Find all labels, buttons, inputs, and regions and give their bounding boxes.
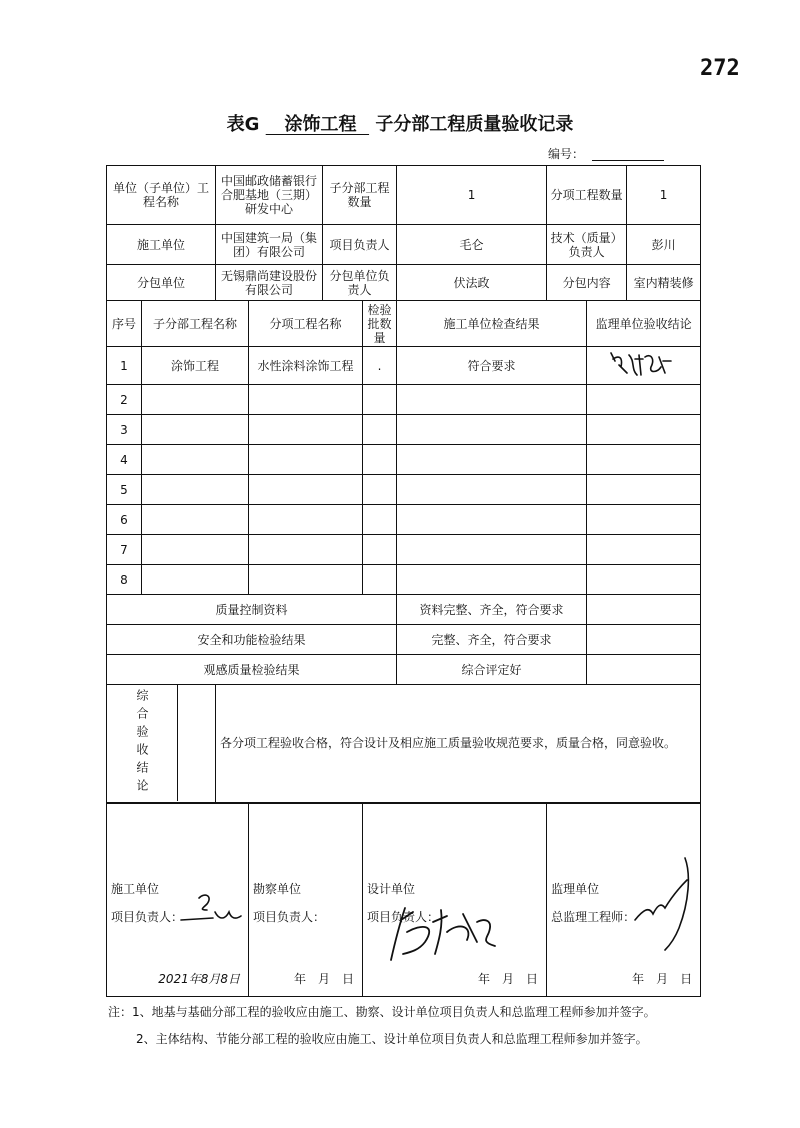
row-result: 符合要求 xyxy=(397,347,587,385)
sub-count-label: 子分部工程数量 xyxy=(323,166,397,225)
summary-conclusion xyxy=(587,625,701,655)
table-row xyxy=(107,385,701,415)
row-batch-count xyxy=(363,445,397,475)
row-seq: 2 xyxy=(107,385,142,415)
title-suffix: 子分部工程质量验收记录 xyxy=(375,114,574,135)
signature-construction xyxy=(107,803,249,997)
item-count-label: 分项工程数量 xyxy=(547,166,627,225)
row-item-name xyxy=(249,505,363,535)
row-batch-count xyxy=(363,535,397,565)
acceptance-table xyxy=(106,165,701,997)
number-field[interactable] xyxy=(592,160,664,161)
signature-date: 年 月 日 xyxy=(478,972,539,986)
signature-date: 年 月 日 xyxy=(632,972,693,986)
signature-unit: 施工单位 xyxy=(111,881,160,896)
conclusion-label: 综合验收结论 xyxy=(135,689,149,798)
row-sub-name: 涂饰工程 xyxy=(142,347,249,385)
signature-role: 项目负责人： xyxy=(367,909,440,924)
sub-resp-value: 伏法政 xyxy=(397,265,547,301)
row-batch-count xyxy=(363,565,397,595)
row-batch-count xyxy=(363,505,397,535)
row-result xyxy=(397,475,587,505)
signature-design xyxy=(363,803,547,997)
tech-label: 技术（质量）负责人 xyxy=(547,225,627,265)
row-conclusion-signature xyxy=(587,347,701,385)
handwritten-signature xyxy=(173,890,247,930)
conclusion-label-cell xyxy=(107,685,216,803)
row-sub-name xyxy=(142,475,249,505)
number-label: 编号： xyxy=(548,147,585,161)
row-sub-name xyxy=(142,445,249,475)
row-seq: 4 xyxy=(107,445,142,475)
handwritten-signature xyxy=(381,902,509,966)
pm-value: 毛仑 xyxy=(397,225,547,265)
construction-value: 中国建筑一局（集团）有限公司 xyxy=(216,225,323,265)
row-batch-count xyxy=(363,385,397,415)
table-row xyxy=(107,475,701,505)
summary-value: 综合评定好 xyxy=(397,655,587,685)
row-item-name xyxy=(249,385,363,415)
construction-label: 施工单位 xyxy=(107,225,216,265)
signature-supervision xyxy=(547,803,701,997)
summary-value: 完整、齐全，符合要求 xyxy=(397,625,587,655)
table-row xyxy=(107,415,701,445)
summary-row xyxy=(107,655,701,685)
col-sub-name: 子分部工程名称 xyxy=(142,301,249,347)
row-result xyxy=(397,415,587,445)
col-supervisor-conclusion: 监理单位验收结论 xyxy=(587,301,701,347)
row-sub-name xyxy=(142,565,249,595)
row-sub-name xyxy=(142,415,249,445)
row-seq: 5 xyxy=(107,475,142,505)
signature-date: 2021年8月8日 xyxy=(158,972,241,986)
table-row xyxy=(107,535,701,565)
table-row xyxy=(107,565,701,595)
conclusion-text: 各分项工程验收合格，符合设计及相应施工质量验收规范要求，质量合格，同意验收。 xyxy=(216,685,701,803)
signature-unit: 设计单位 xyxy=(367,881,416,896)
row-result xyxy=(397,445,587,475)
row-seq: 3 xyxy=(107,415,142,445)
summary-row xyxy=(107,595,701,625)
signature-role: 项目负责人： xyxy=(253,909,326,924)
col-batch-count: 检验批数量 xyxy=(363,301,397,347)
form-title xyxy=(0,110,800,136)
signature-survey xyxy=(249,803,363,997)
row-seq: 8 xyxy=(107,565,142,595)
subcontract-label: 分包单位 xyxy=(107,265,216,301)
handwritten-signature xyxy=(631,844,699,956)
summary-value: 资料完整、齐全，符合要求 xyxy=(397,595,587,625)
page-number: 272 xyxy=(700,56,740,81)
sub-content-label: 分包内容 xyxy=(547,265,627,301)
row-conclusion xyxy=(587,385,701,415)
row-batch-count xyxy=(363,475,397,505)
item-count-value: 1 xyxy=(627,166,701,225)
pm-label: 项目负责人 xyxy=(323,225,397,265)
row-item-name xyxy=(249,445,363,475)
signature-role: 项目负责人： xyxy=(111,909,184,924)
signature-date: 年 月 日 xyxy=(294,972,355,986)
row-result xyxy=(397,505,587,535)
row-result xyxy=(397,565,587,595)
title-prefix: 表G xyxy=(226,114,260,135)
col-seq: 序号 xyxy=(107,301,142,347)
sub-content-value: 室内精装修 xyxy=(627,265,701,301)
conclusion-row xyxy=(107,685,701,803)
row-seq: 1 xyxy=(107,347,142,385)
col-item-name: 分项工程名称 xyxy=(249,301,363,347)
row-batch-count: . xyxy=(363,347,397,385)
table-row xyxy=(107,505,701,535)
tech-value: 彭川 xyxy=(627,225,701,265)
row-seq: 7 xyxy=(107,535,142,565)
row-item-name xyxy=(249,415,363,445)
summary-conclusion xyxy=(587,655,701,685)
signature-unit: 监理单位 xyxy=(551,881,600,896)
row-batch-count xyxy=(363,415,397,445)
row-conclusion xyxy=(587,415,701,445)
table-row xyxy=(107,347,701,385)
row-item-name: 水性涂料涂饰工程 xyxy=(249,347,363,385)
signature-row xyxy=(107,803,701,997)
row-sub-name xyxy=(142,385,249,415)
unit-value: 中国邮政储蓄银行合肥基地（三期）研发中心 xyxy=(216,166,323,225)
col-contractor-check: 施工单位检查结果 xyxy=(397,301,587,347)
summary-label: 观感质量检验结果 xyxy=(107,655,397,685)
note-1: 注：1、地基与基础分部工程的验收应由施工、勘察、设计单位项目负责人和总监理工程师参加并签字。 xyxy=(108,1005,656,1019)
row-conclusion xyxy=(587,505,701,535)
summary-label: 安全和功能检验结果 xyxy=(107,625,397,655)
signature-mark xyxy=(599,347,689,381)
row-conclusion xyxy=(587,565,701,595)
sub-count-value: 1 xyxy=(397,166,547,225)
row-conclusion xyxy=(587,535,701,565)
row-conclusion xyxy=(587,475,701,505)
row-result xyxy=(397,385,587,415)
note-2: 2、主体结构、节能分部工程的验收应由施工、设计单位项目负责人和总监理工程师参加并签字。 xyxy=(136,1032,648,1046)
signature-unit: 勘察单位 xyxy=(253,881,302,896)
subcontract-value: 无锡鼎尚建设股份有限公司 xyxy=(216,265,323,301)
title-subject: 涂饰工程 xyxy=(284,114,357,135)
row-seq: 6 xyxy=(107,505,142,535)
summary-row xyxy=(107,625,701,655)
unit-label: 单位（子单位）工程名称 xyxy=(107,166,216,225)
table-row xyxy=(107,445,701,475)
row-sub-name xyxy=(142,505,249,535)
sub-resp-label: 分包单位负责人 xyxy=(323,265,397,301)
row-item-name xyxy=(249,565,363,595)
row-conclusion xyxy=(587,445,701,475)
row-item-name xyxy=(249,535,363,565)
row-sub-name xyxy=(142,535,249,565)
row-item-name xyxy=(249,475,363,505)
signature-role: 总监理工程师： xyxy=(551,909,636,924)
summary-conclusion xyxy=(587,595,701,625)
row-result xyxy=(397,535,587,565)
summary-label: 质量控制资料 xyxy=(107,595,397,625)
